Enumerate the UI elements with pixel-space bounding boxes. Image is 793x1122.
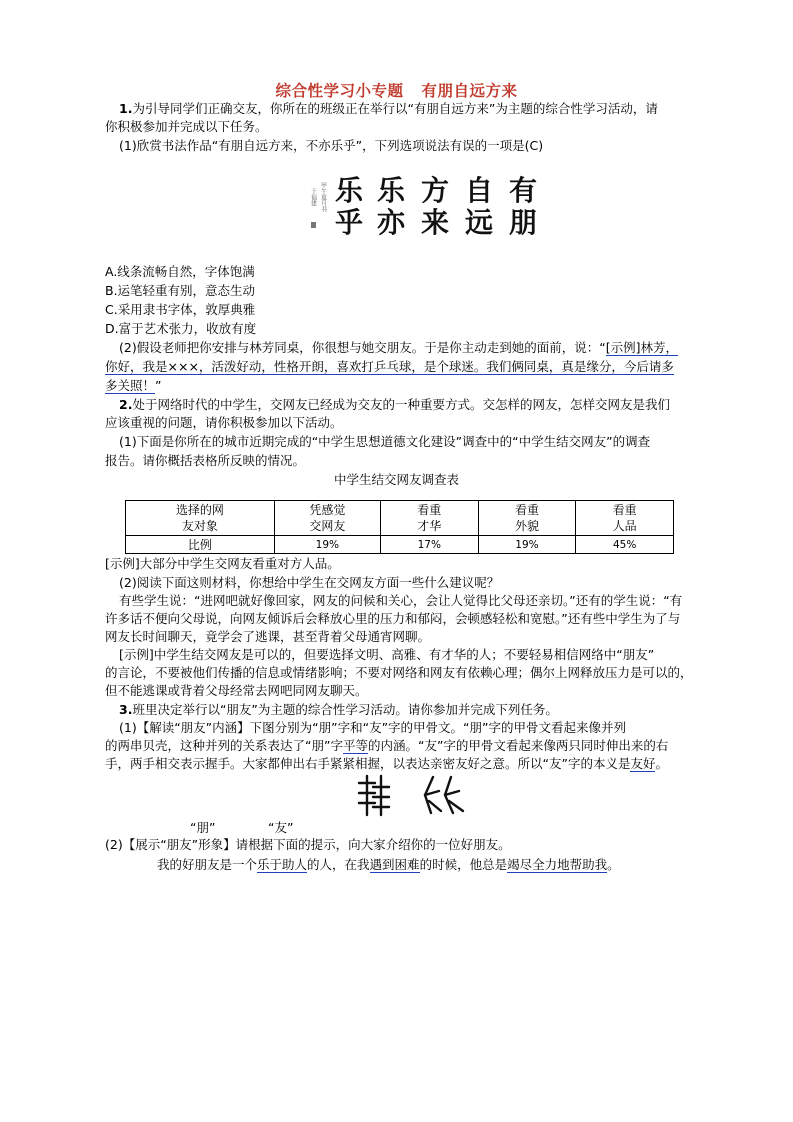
q3-number: 3.: [119, 702, 133, 717]
answer-blank: 乐于助人: [257, 857, 308, 872]
q2-answer-line2: 的言论，不要被他们传播的信息或情绪影响；不要对网络和网友有依赖心理；偶尔上网释放压力是可以的，: [105, 665, 693, 680]
q2-material-line3: 网友长时间聊天，竟学会了逃课，甚至背着父母通宵网聊。: [105, 629, 431, 644]
q3-intro: 3.班里决定举行以“朋友”为主题的综合性学习活动。请你参加并完成下列任务。: [119, 702, 558, 717]
q2-material-line1: 有些学生说：“进网吧就好像回家，网友的问候和关心，会让人觉得比父母还亲切。”还有的学生说：“有: [119, 593, 683, 608]
answer-blank: 平等: [342, 738, 368, 753]
table-row: [126, 536, 674, 554]
calligraphy-inscription-2: 于福建: [309, 188, 317, 206]
q1-number: 1.: [119, 101, 133, 116]
svg-text:朋: 朋: [509, 206, 538, 239]
answer-blank: 友好: [630, 756, 656, 771]
table-header-cell: 选择的网 友对象: [126, 501, 275, 536]
q2-sub2-prompt: (2)阅读下面这则材料，你想给中学生在交网友方面一些什么建议呢？: [119, 575, 500, 590]
q3-sub1-line2: 的两串贝壳，这种并列的关系表达了“朋”字平等的内涵。“友”字的甲骨文看起来像两只同时伸出来的右: [105, 738, 669, 753]
table-cell: 17%: [380, 536, 478, 554]
answer-blank: 多关照！: [105, 378, 156, 393]
q1-sub2-line2: [105, 358, 674, 376]
q2-material-line2: 许多话不便向父母说，向网友倾诉后会释放心里的压力和郁闷，会顿感轻松和宽慰。”还有些中学生为了与: [105, 611, 681, 626]
q2-answer-line1: [示例]中学生结交网友是可以的，但要选择文明、高雅、有才华的人；不要轻易相信网络中“朋友”: [119, 647, 655, 662]
table-header-row: [126, 501, 674, 536]
table-header-cell: 看重 才华: [380, 501, 478, 536]
svg-text:乎: 乎: [335, 206, 364, 239]
title-part1: 综合性学习小专题: [275, 82, 404, 100]
calligraphy-col-3: 方: [421, 174, 450, 207]
calligraphy-inscription-1: 甲午夏月书: [319, 182, 327, 212]
svg-text:远: 远: [465, 206, 494, 239]
table-title: 中学生结交网友调查表: [333, 472, 459, 487]
calligraphy-seal: [311, 222, 316, 228]
table-cell: 45%: [576, 536, 674, 554]
table-cell: 19%: [478, 536, 576, 554]
q2-sub1-line2: 报告。请你概括表格所反映的情况。: [105, 453, 306, 468]
title-part2: 有朋自远方来: [421, 82, 518, 100]
page-title: [0, 79, 793, 101]
q1-sub2-line1: (2)假设老师把你安排与林芳同桌，你很想与她交朋友。于是你主动走到她的面前，说：“[示例]林芳，: [119, 340, 678, 355]
calligraphy-col-2: 自: [465, 174, 494, 207]
table-header-cell: 凭感觉 交网友: [274, 501, 380, 536]
calligraphy-col-1: 有: [509, 174, 538, 207]
q1-option-d: D.富于艺术张力，收放有度: [105, 321, 257, 336]
caption-peng: “朋”: [190, 820, 216, 835]
caption-you: “友”: [268, 820, 294, 835]
table-header-cell: 看重 外貌: [478, 501, 576, 536]
svg-text:来: 来: [421, 206, 450, 239]
q1-intro-line2: 你积极参加并完成以下任务。: [105, 119, 268, 134]
q3-sub2-answer: 我的好朋友是一个乐于助人的人，在我遇到困难的时候，他总是竭尽全力地帮助我。: [157, 857, 620, 872]
q1-sub2-line3: 多关照！”: [105, 378, 162, 393]
q2-number: 2.: [119, 397, 133, 412]
q1-option-b: B.运笔轻重有别，意态生动: [105, 283, 256, 298]
q2-sub1-line1: (1)下面是你所在的城市近期完成的“中学生思想道德文化建设”调查中的“中学生结交网友”的调查: [119, 434, 651, 449]
calligraphy-col-4: 乐: [377, 174, 406, 207]
answer-blank: 你好，我是×××，活泼好动，性格开朗，喜欢打乒乓球，是个球迷。我们俩同桌，真是缘分，今后请多: [105, 359, 674, 374]
q2-sub1-answer: [示例]大部分中学生交网友看重对方人品。: [105, 556, 340, 571]
q1-sub1-prompt: (1)欣赏书法作品“有朋自远方来，不亦乐乎”，下列选项说法有误的一项是(C): [119, 138, 544, 153]
answer-blank: [示例]林芳，: [605, 340, 678, 355]
survey-table: [125, 500, 674, 554]
svg-text:亦: 亦: [377, 206, 406, 239]
table-cell: 比例: [126, 536, 275, 554]
oracle-peng-glyph: [359, 776, 389, 815]
q2-intro-line2: 应该重视的问题，请你积极参加以下活动。: [105, 415, 343, 430]
oracle-bone-glyphs: [355, 773, 475, 818]
q1-option-c: C.采用隶书字体，敦厚典雅: [105, 302, 256, 317]
q1-intro-line1: 1.为引导同学们正确交友，你所在的班级正在举行以“有朋自远方来”为主题的综合性学习活动，请: [119, 101, 658, 116]
q3-sub1-line3: 手，两手相交表示握手。大家都伸出右手紧紧相握，以表达亲密友好之意。所以“友”字的本义是友好。: [105, 756, 668, 771]
calligraphy-col-5: 乐: [335, 174, 364, 207]
table-cell: 19%: [274, 536, 380, 554]
q2-answer-line3: 但不能逃课或背着父母经常去网吧同网友聊天。: [105, 683, 368, 698]
answer-blank: 竭尽全力地帮助我: [507, 857, 608, 872]
calligraphy-artwork: [305, 170, 555, 240]
answer-blank: 遇到困难: [369, 857, 420, 872]
table-header-cell: 看重 人品: [576, 501, 674, 536]
q2-intro-line1: 2.处于网络时代的中学生，交网友已经成为交友的一种重要方式。交怎样的网友，怎样交网友是我们: [119, 397, 670, 412]
q3-sub2-prompt: (2)【展示“朋友”形象】请根据下面的提示，向大家介绍你的一位好朋友。: [105, 837, 511, 852]
q3-sub1-line1: (1)【解读“朋友”内涵】下图分别为“朋”字和“友”字的甲骨文。“朋”字的甲骨文看起来像并列: [119, 720, 627, 735]
q1-option-a: A.线条流畅自然，字体饱满: [105, 264, 255, 279]
oracle-you-glyph: [425, 777, 463, 813]
